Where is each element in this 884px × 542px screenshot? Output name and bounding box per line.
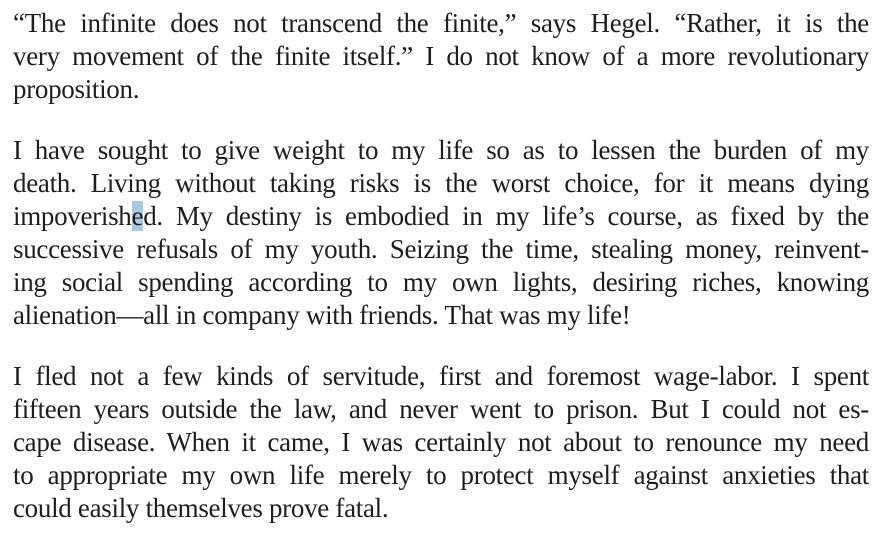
- text-line: death. Living without taking risks is the worst choice, for it means dying: [13, 168, 869, 198]
- text-line: alienation—all in company with friends. That was my life!: [13, 300, 631, 330]
- text-line-with-selection: [13, 200, 869, 233]
- text-line: ing social spending according to my own lights, desiring riches, knowing: [13, 267, 869, 297]
- text-line: successive refusals of my youth. Seizing the time, stealing money, reinvent-: [13, 234, 869, 264]
- text-line: to appropriate my own life merely to protect myself against anxieties that: [13, 460, 869, 490]
- text-line: I have sought to give weight to my life so as to lessen the burden of my: [13, 135, 869, 165]
- paragraph-hegel-quote: [13, 7, 869, 106]
- text-line: fifteen years outside the law, and never went to prison. But I could not es-: [13, 394, 869, 424]
- text-segment: impoverish: [13, 201, 132, 231]
- text-line: “The infinite does not transcend the finite,” says Hegel. “Rather, it is the: [13, 8, 869, 38]
- text-line: very movement of the finite itself.” I do not know of a more revolutionary: [13, 41, 869, 71]
- text-line: I fled not a few kinds of servitude, first and foremost wage-labor. I spent: [13, 361, 869, 391]
- text-line: could easily themselves prove fatal.: [13, 493, 389, 523]
- paragraph-servitude: [13, 360, 869, 525]
- text-segment: d. My destiny is embodied in my life’s course, as fixed by the: [143, 201, 869, 231]
- paragraph-life: [13, 134, 869, 332]
- text-line: proposition.: [13, 74, 140, 104]
- text-line: cape disease. When it came, I was certainly not about to renounce my need: [13, 427, 869, 457]
- selected-text: e: [131, 201, 144, 231]
